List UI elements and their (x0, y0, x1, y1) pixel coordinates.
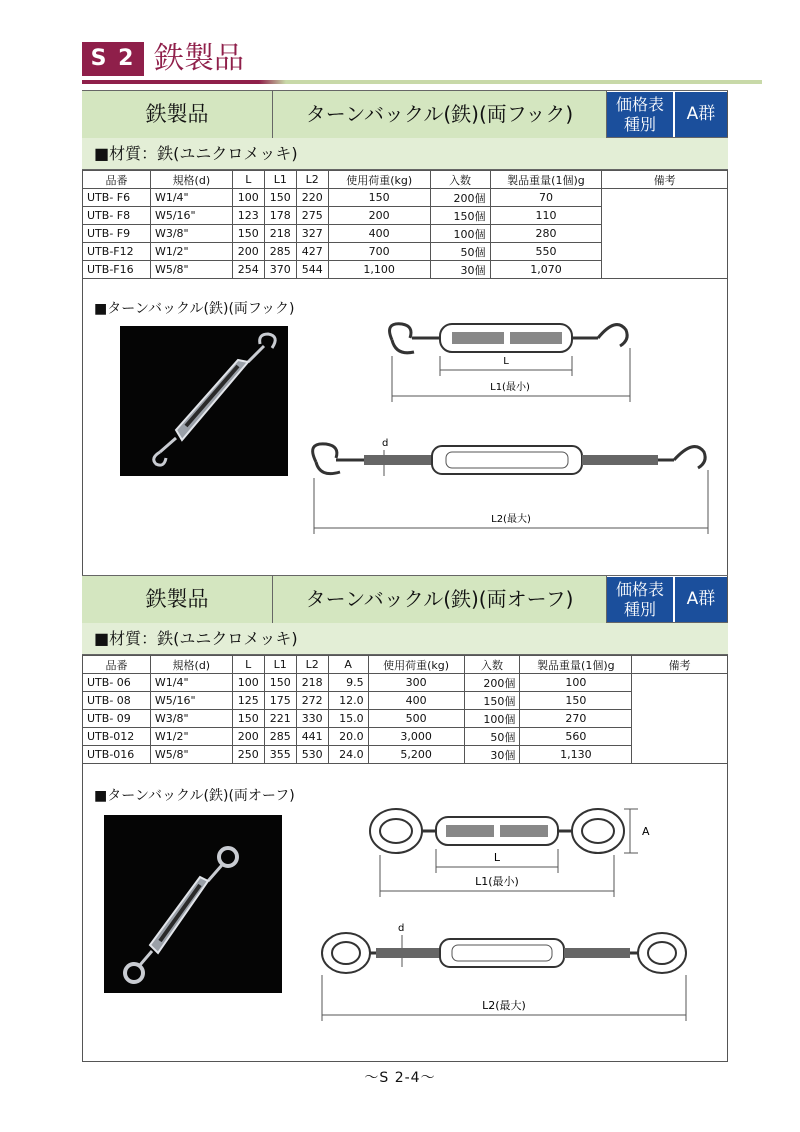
cell: W3/8" (150, 225, 232, 243)
product-name: ターンバックル(鉄)(両フック) (273, 91, 607, 138)
cell: 100 (232, 674, 264, 692)
cell: W5/16" (150, 207, 232, 225)
table-row (83, 710, 728, 728)
cell: UTB- F8 (83, 207, 151, 225)
dim-label-L2: L2(最大) (482, 999, 526, 1012)
cell: 3,000 (368, 728, 464, 746)
eye-turnbuckle-diagram-min (366, 801, 726, 901)
dim-label-L2: L2(最大) (491, 514, 531, 525)
cell: 50個 (464, 728, 520, 746)
cell: UTB-016 (83, 746, 151, 764)
cell: 24.0 (328, 746, 368, 764)
turnbuckle-diagram-max (302, 434, 722, 546)
cell: 70 (490, 189, 602, 207)
cell: 330 (296, 710, 328, 728)
cell: 200 (232, 243, 264, 261)
cell: UTB-F16 (83, 261, 151, 279)
price-label-1: 価格表 (615, 95, 664, 114)
col-header: 使用荷重(kg) (328, 171, 430, 189)
cell: 400 (328, 225, 430, 243)
cell: 285 (264, 243, 296, 261)
cell: W5/8" (150, 746, 232, 764)
col-header: 使用荷重(kg) (368, 656, 464, 674)
page-header (82, 38, 762, 82)
table-row (83, 728, 728, 746)
section-badge: S 2 (82, 42, 144, 76)
cell: 5,200 (368, 746, 464, 764)
product-photo (104, 815, 282, 993)
cell: 100 (232, 189, 264, 207)
group-badge: A群 (675, 92, 727, 137)
group-badge: A群 (675, 577, 727, 622)
cell: 110 (490, 207, 602, 225)
cell: W3/8" (150, 710, 232, 728)
section-titlebar (82, 575, 728, 623)
cell: W1/4" (150, 674, 232, 692)
cell: UTB-F12 (83, 243, 151, 261)
cell: W1/2" (150, 728, 232, 746)
col-header: 品番 (83, 171, 151, 189)
col-header: 規格(d) (150, 656, 232, 674)
page-title: 鉄製品 (154, 41, 244, 76)
table-row (83, 746, 728, 764)
cell: 530 (296, 746, 328, 764)
table-row (83, 189, 728, 207)
cell: 150 (328, 189, 430, 207)
price-label-2: 種別 (623, 600, 656, 619)
cell: 218 (264, 225, 296, 243)
col-header: A (328, 656, 368, 674)
cell: 285 (264, 728, 296, 746)
cell: 100個 (464, 710, 520, 728)
header-underline (82, 80, 762, 84)
cell: 150個 (464, 692, 520, 710)
cell: 30個 (430, 261, 490, 279)
cell: 150 (264, 189, 296, 207)
section-eye-turnbuckle (82, 575, 728, 1062)
cell: 12.0 (328, 692, 368, 710)
cell: 254 (232, 261, 264, 279)
cell: 544 (296, 261, 328, 279)
price-label-2: 種別 (623, 115, 656, 134)
product-photo (120, 326, 288, 476)
image-caption: ■ターンバックル(鉄)(両オーフ) (94, 788, 295, 804)
dim-label-A: A (642, 825, 650, 838)
turnbuckle-diagram-min (382, 312, 722, 412)
cell: 50個 (430, 243, 490, 261)
cell: UTB- 09 (83, 710, 151, 728)
spec-table (82, 170, 728, 279)
col-header: 規格(d) (150, 171, 232, 189)
col-header: 入数 (430, 171, 490, 189)
dim-label-L: L (493, 851, 501, 864)
dim-label-L1: L1(最小) (475, 875, 519, 888)
cell: 123 (232, 207, 264, 225)
dim-label-d: d (382, 438, 389, 449)
cell: 272 (296, 692, 328, 710)
col-header: 製品重量(1個)g (520, 656, 632, 674)
price-type-badge (607, 577, 673, 622)
cell: 221 (264, 710, 296, 728)
cell: 270 (520, 710, 632, 728)
product-name: ターンバックル(鉄)(両オーフ) (273, 576, 607, 623)
cell: 150 (264, 674, 296, 692)
cell: 300 (368, 674, 464, 692)
cell: 1,130 (520, 746, 632, 764)
cell: 500 (368, 710, 464, 728)
category-label: 鉄製品 (82, 576, 273, 623)
cell: 150 (232, 225, 264, 243)
cell: 178 (264, 207, 296, 225)
cell: 700 (328, 243, 430, 261)
cell: 370 (264, 261, 296, 279)
cell: 15.0 (328, 710, 368, 728)
cell: 275 (296, 207, 328, 225)
remarks-cell (602, 189, 728, 279)
col-header: 製品重量(1個)g (490, 171, 602, 189)
cell: UTB-012 (83, 728, 151, 746)
page-number: ～S 2-4～ (364, 1070, 436, 1086)
section-hook-turnbuckle (82, 90, 728, 575)
cell: 100 (520, 674, 632, 692)
cell: 100個 (430, 225, 490, 243)
cell: 327 (296, 225, 328, 243)
cell: 20.0 (328, 728, 368, 746)
section-titlebar (82, 90, 728, 138)
material-bar: ■材質：鉄(ユニクロメッキ) (82, 138, 728, 170)
cell: 400 (368, 692, 464, 710)
table-row (83, 674, 728, 692)
cell: 30個 (464, 746, 520, 764)
table-header-row (83, 171, 728, 189)
cell: 200個 (464, 674, 520, 692)
col-header: L2 (296, 171, 328, 189)
col-header: L1 (264, 656, 296, 674)
cell: 441 (296, 728, 328, 746)
col-header: 備考 (602, 171, 728, 189)
cell: 560 (520, 728, 632, 746)
spec-table (82, 655, 728, 764)
price-label-1: 価格表 (615, 580, 664, 599)
cell: 355 (264, 746, 296, 764)
cell: 200 (232, 728, 264, 746)
cell: 220 (296, 189, 328, 207)
cell: 550 (490, 243, 602, 261)
dim-label-L1: L1(最小) (490, 382, 530, 393)
cell: 150個 (430, 207, 490, 225)
cell: W1/4" (150, 189, 232, 207)
cell: 200個 (430, 189, 490, 207)
cell: 150 (232, 710, 264, 728)
table-header-row (83, 656, 728, 674)
cell: UTB- F6 (83, 189, 151, 207)
eye-turnbuckle-diagram-max (316, 917, 716, 1029)
cell: W5/8" (150, 261, 232, 279)
cell: W1/2" (150, 243, 232, 261)
cell: UTB- F9 (83, 225, 151, 243)
image-caption: ■ターンバックル(鉄)(両フック) (94, 301, 295, 317)
cell: 150 (520, 692, 632, 710)
cell: 175 (264, 692, 296, 710)
cell: UTB- 08 (83, 692, 151, 710)
price-type-badge (607, 92, 673, 137)
cell: 1,070 (490, 261, 602, 279)
dim-label-d: d (398, 923, 405, 934)
col-header: 入数 (464, 656, 520, 674)
cell: 200 (328, 207, 430, 225)
cell: 250 (232, 746, 264, 764)
category-label: 鉄製品 (82, 91, 273, 138)
cell: 1,100 (328, 261, 430, 279)
table-row (83, 692, 728, 710)
col-header: L (232, 656, 264, 674)
col-header: 備考 (632, 656, 728, 674)
col-header: L (232, 171, 264, 189)
cell: UTB- 06 (83, 674, 151, 692)
col-header: L1 (264, 171, 296, 189)
dim-label-L: L (503, 356, 509, 367)
cell: 125 (232, 692, 264, 710)
cell: 280 (490, 225, 602, 243)
material-bar: ■材質：鉄(ユニクロメッキ) (82, 623, 728, 655)
cell: 218 (296, 674, 328, 692)
col-header: 品番 (83, 656, 151, 674)
cell: W5/16" (150, 692, 232, 710)
remarks-cell (632, 674, 728, 764)
cell: 9.5 (328, 674, 368, 692)
col-header: L2 (296, 656, 328, 674)
cell: 427 (296, 243, 328, 261)
